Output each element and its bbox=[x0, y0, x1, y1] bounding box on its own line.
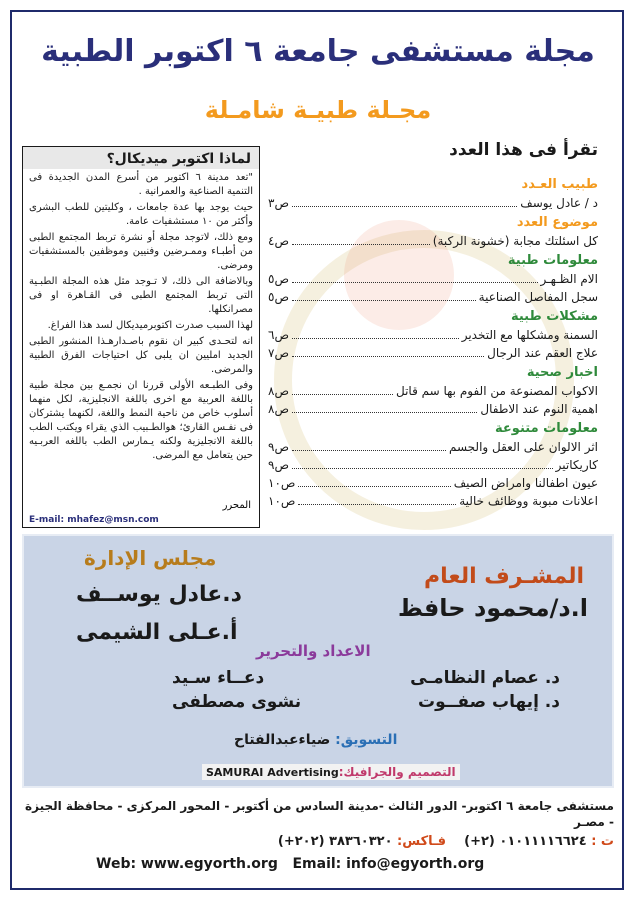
editorial-signature: المحرر bbox=[222, 500, 251, 511]
toc-section: طبيب العـدد bbox=[521, 177, 598, 192]
toc-row bbox=[268, 288, 598, 306]
footer-address: مستشفى جامعة ٦ اكتوبر- الدور الثالث -مدينة السادس من أكتوبر - المحور المركزى - محافظة الجيزة - مصـر bbox=[25, 799, 614, 829]
marketing-label: التسويق: bbox=[335, 732, 398, 748]
editing-title: الاعداد والتحرير bbox=[256, 642, 371, 660]
marketing-name: ضياءعبدالفتاح bbox=[234, 732, 331, 748]
toc-row bbox=[268, 400, 598, 418]
toc-page: ص٨ bbox=[268, 384, 289, 398]
toc-section: موضوع العدد bbox=[516, 215, 598, 230]
toc-title: الام الظـهـر bbox=[540, 272, 598, 286]
toc-row bbox=[268, 456, 598, 474]
supervisor-title: المشـرف العام bbox=[424, 564, 584, 589]
toc-section: اخبار صحية bbox=[526, 365, 598, 380]
editorial-header bbox=[23, 147, 259, 169]
fax-value: ٣٨٣٦٠٣٢٠ (٢٠٢+) bbox=[277, 834, 393, 849]
toc-page: ص٩ bbox=[268, 458, 289, 472]
email-link[interactable]: Email: info@egyorth.org bbox=[292, 856, 485, 872]
toc-page: ص٦ bbox=[268, 328, 289, 342]
editorial-paragraph: وفى الطبـعه الأولى قررنا ان نجمـع بين مجلة طبية باللغة العربية مع اخرى باللغة الانجليزية، لكل منهما أسلوب خاص من ناحية النمط واللغة، لكنهما يشتركان فى نفـس القارئ؛ هوالطـبيب الذي يقراء ويكتب الطب باللغة الانجليزية ولكنه يـمارس الطب باللغه العربـيه حين يتعامل مع المرضى. bbox=[29, 380, 253, 461]
design-name: SAMURAI Advertising bbox=[206, 766, 339, 779]
toc-row bbox=[268, 492, 598, 510]
board-title: مجلس الإدارة bbox=[84, 546, 217, 570]
toc-row bbox=[268, 326, 598, 344]
toc-title: سجل المفاصل الصناعية bbox=[478, 290, 598, 304]
toc-page: ص٣ bbox=[268, 196, 289, 210]
toc-page: ص١٠ bbox=[268, 494, 296, 508]
editor-name: د. إيهاب صفــوت bbox=[418, 692, 560, 712]
editorial-paragraph: انه لتحـدى كبير ان نقوم باصـدارهـذا المنشور الطبى الجديد امليين ان يلبى كل احتياجات الفرق الطبية والمرضى. bbox=[29, 336, 253, 375]
fax-label: فـاكس: bbox=[397, 834, 447, 849]
toc-title: كل اسئلتك مجابة (خشونة الركبة) bbox=[432, 234, 598, 248]
toc-page: ص٩ bbox=[268, 440, 289, 454]
editorial-heading: لماذا اكتوبر ميديكال؟ bbox=[106, 151, 251, 167]
toc-title: عيون اطفالنا وامراض الصيف bbox=[453, 476, 598, 490]
supervisor-name: ا.د/محمود حافظ bbox=[397, 594, 588, 622]
page-title: مجلة مستشفى جامعة ٦ اكتوبر الطبية bbox=[41, 34, 595, 69]
staff-box bbox=[22, 534, 614, 788]
toc-row bbox=[268, 270, 598, 288]
editorial-body bbox=[23, 169, 259, 467]
toc-page: ص٥ bbox=[268, 272, 289, 286]
marketing-line bbox=[234, 732, 397, 748]
editor-name: نشوى مصطفى bbox=[172, 692, 302, 712]
toc-title: الاكواب المصنوعة من الفوم بها سم قاتل bbox=[396, 384, 598, 398]
toc-title: اثر الالوان على العقل والجسم bbox=[448, 440, 598, 454]
toc-row bbox=[268, 438, 598, 456]
phone-label: ت : bbox=[591, 834, 614, 849]
editorial-paragraph: ومع ذلك، لاتوجد مجلة أو نشرة تربط المجتمع الطبى من أطبـاء وممـرضين وفنيين وموظفين بالمستشفيات ومرضى. bbox=[29, 232, 253, 271]
toc-section: معلومات متنوعة bbox=[495, 421, 598, 436]
contents-panel bbox=[264, 140, 616, 520]
toc-page: ص٨ bbox=[268, 402, 289, 416]
footer-web-line bbox=[96, 856, 484, 872]
toc-row bbox=[268, 382, 598, 400]
toc-section: مشكلات طبية bbox=[510, 309, 598, 324]
board-member: أ.عـلى الشيمى bbox=[76, 620, 238, 645]
footer-contact bbox=[24, 834, 614, 849]
toc-page: ص٤ bbox=[268, 234, 289, 248]
website-link[interactable]: Web: www.egyorth.org bbox=[96, 856, 278, 872]
editorial-paragraph: "تعد مدينة ٦ اكتوبر من أسرع المدن الجديدة فى التنمية الصناعية والعمرانية . bbox=[29, 172, 253, 197]
design-line bbox=[202, 764, 460, 780]
toc-row bbox=[268, 344, 598, 362]
editorial-paragraph: حيث يوجد بها عدة جامعات ، وكليتين للطب البشرى وأكثر من ١٠ مستشفيات عامة. bbox=[29, 202, 253, 227]
toc-title: السمنة ومشكلها مع التخدير bbox=[461, 328, 598, 342]
toc-row bbox=[268, 194, 598, 212]
toc-title: علاج العقم عند الرجال bbox=[487, 346, 598, 360]
editorial-paragraph: وبالاضافة الى ذلك، لا تـوجد مثل هذه المجلة الطبـية التى تربط المجتمع الطبى فى القـاهرة او فى مصرانكلها. bbox=[29, 276, 253, 315]
toc-row bbox=[268, 232, 598, 250]
contents-heading: تقرأ فى هذا العدد bbox=[449, 140, 598, 160]
toc-title: كاريكاتير bbox=[555, 458, 598, 472]
toc-page: ص٧ bbox=[268, 346, 289, 360]
design-label: التصميم والجرافيك: bbox=[338, 765, 456, 779]
toc-section: معلومات طبية bbox=[507, 253, 598, 268]
phone-value: ٠١٠١١١١٦٦٢٤ (٢+) bbox=[464, 834, 587, 849]
board-member: د.عادل يوســف bbox=[76, 582, 242, 607]
toc-page: ص٥ bbox=[268, 290, 289, 304]
editor-name: د. عصام النظامـى bbox=[410, 668, 560, 688]
editorial-paragraph: لهذا السبب صدرت اكتوبرميديكال لسد هذا الفراغ. bbox=[47, 320, 253, 331]
editorial-email-link[interactable]: E-mail: mhafez@msn.com bbox=[29, 515, 159, 525]
table-of-contents bbox=[268, 174, 598, 510]
toc-row bbox=[268, 474, 598, 492]
toc-page: ص١٠ bbox=[268, 476, 296, 490]
toc-title: اعلانات مبوبة ووظائف خالية bbox=[459, 494, 598, 508]
page-subtitle: مجـلة طبيـة شامـلة bbox=[204, 96, 432, 124]
toc-title: د / عادل يوسف bbox=[520, 196, 598, 210]
editor-name: دعــاء سـيد bbox=[172, 668, 265, 688]
editorial-box bbox=[22, 146, 260, 528]
toc-title: اهمية النوم عند الاطفال bbox=[480, 402, 598, 416]
